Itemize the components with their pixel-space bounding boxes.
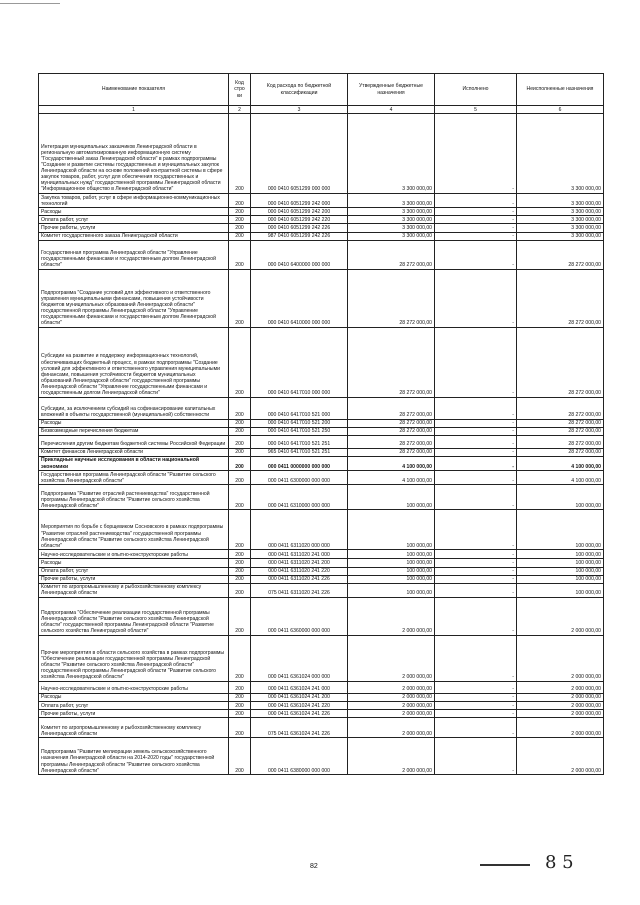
row-name-cell: Прочие работы, услуги: [39, 575, 229, 583]
row-executed-cell: -: [435, 583, 517, 597]
row-name-cell: Подпрограмма "Развитие отраслей растениеводства" государственной программы Ленинградской области "Развитие сельского хозяйства Ленинградской области": [39, 485, 229, 510]
row-code-cell: 200: [229, 208, 251, 216]
row-approved-cell: 28 272 000,00: [348, 435, 435, 448]
row-approved-cell: 2 000 000,00: [348, 635, 435, 681]
row-unexecuted-cell: 3 300 000,00: [517, 224, 604, 232]
row-code-cell: 200: [229, 718, 251, 738]
row-approved-cell: 100 000,00: [348, 583, 435, 597]
row-approved-cell: 100 000,00: [348, 575, 435, 583]
col-number: 5: [435, 106, 517, 114]
row-name-cell: Оплата работ, услуг: [39, 702, 229, 710]
row-code-cell: 200: [229, 456, 251, 470]
row-name-cell: Закупка товаров, работ, услуг в сфере информационно-коммуникационных технологий: [39, 194, 229, 208]
row-code-cell: 200: [229, 485, 251, 510]
table-row: [39, 397, 604, 419]
row-kbk-cell: 000 0410 6417010 521 251: [251, 435, 348, 448]
table-row: [39, 114, 604, 194]
row-kbk-cell: 000 0411 6361024 241 200: [251, 693, 348, 701]
row-unexecuted-cell: 4 100 000,00: [517, 456, 604, 470]
row-name-cell: Перечисления другим бюджетам бюджетной системы Российской Федерации: [39, 435, 229, 448]
row-executed-cell: -: [435, 702, 517, 710]
row-executed-cell: -: [435, 510, 517, 550]
row-name-cell: Подпрограмма "Создание условий для эффективного и ответственного управления муниципальными финансами, повышения устойчивости бюджетов муниципальных образований Ленинградской области" государственной программы Ленинградской области "Управление государственными финансами и государственным долгом Ленинградской области": [39, 269, 229, 327]
row-approved-cell: 28 272 000,00: [348, 419, 435, 427]
row-code-cell: 200: [229, 114, 251, 194]
table-row: [39, 550, 604, 559]
row-name-cell: Безвозмездные перечисления бюджетам: [39, 427, 229, 435]
row-unexecuted-cell: 2 000 000,00: [517, 681, 604, 693]
row-code-cell: 200: [229, 575, 251, 583]
row-approved-cell: 28 272 000,00: [348, 427, 435, 435]
stamp-dash: [480, 864, 530, 866]
budget-execution-table: [38, 73, 604, 775]
row-approved-cell: 3 300 000,00: [348, 114, 435, 194]
row-approved-cell: 100 000,00: [348, 510, 435, 550]
row-kbk-cell: 965 0410 6417010 521 251: [251, 448, 348, 456]
column-number-row: [39, 106, 604, 114]
row-executed-cell: -: [435, 114, 517, 194]
row-unexecuted-cell: 3 300 000,00: [517, 216, 604, 224]
col-number: 6: [517, 106, 604, 114]
row-name-cell: Расходы: [39, 693, 229, 701]
table-row: [39, 681, 604, 693]
row-kbk-cell: 000 0411 6361024 000 000: [251, 635, 348, 681]
row-unexecuted-cell: 28 272 000,00: [517, 419, 604, 427]
row-kbk-cell: 000 0411 6311020 000 000: [251, 510, 348, 550]
row-approved-cell: 100 000,00: [348, 567, 435, 575]
row-kbk-cell: 075 0411 6361024 241 226: [251, 718, 348, 738]
row-unexecuted-cell: 28 272 000,00: [517, 269, 604, 327]
row-name-cell: Подпрограмма "Развитие мелиорации земель сельскохозяйственного назначения Ленинградской области на 2014-2020 годы" государственной программы Ленинградской области "Развитие сельского хозяйства Ленинградской области": [39, 738, 229, 775]
row-executed-cell: -: [435, 435, 517, 448]
row-code-cell: 200: [229, 681, 251, 693]
col-number: 4: [348, 106, 435, 114]
table-row: [39, 583, 604, 597]
row-executed-cell: -: [435, 559, 517, 567]
row-unexecuted-cell: 2 000 000,00: [517, 597, 604, 635]
row-unexecuted-cell: 2 000 000,00: [517, 718, 604, 738]
row-code-cell: 200: [229, 269, 251, 327]
row-executed-cell: -: [435, 693, 517, 701]
table-row: [39, 240, 604, 269]
table-row: [39, 435, 604, 448]
row-code-cell: 200: [229, 194, 251, 208]
row-executed-cell: -: [435, 575, 517, 583]
table-row: [39, 208, 604, 216]
table-row: [39, 269, 604, 327]
table-row: [39, 710, 604, 718]
header-executed: Исполнено: [435, 74, 517, 106]
table-row: [39, 738, 604, 775]
table-row: [39, 635, 604, 681]
table-row: [39, 575, 604, 583]
row-kbk-cell: 000 0410 6400000 000 000: [251, 240, 348, 269]
row-approved-cell: 4 100 000,00: [348, 456, 435, 470]
row-name-cell: Расходы: [39, 419, 229, 427]
row-executed-cell: -: [435, 327, 517, 397]
row-unexecuted-cell: 28 272 000,00: [517, 240, 604, 269]
row-unexecuted-cell: 4 100 000,00: [517, 471, 604, 485]
row-name-cell: Оплата работ, услуг: [39, 216, 229, 224]
row-executed-cell: -: [435, 269, 517, 327]
row-name-cell: Прочие работы, услуги: [39, 710, 229, 718]
page-number: 82: [310, 863, 318, 870]
table-row: [39, 419, 604, 427]
row-unexecuted-cell: 2 000 000,00: [517, 635, 604, 681]
row-unexecuted-cell: 28 272 000,00: [517, 435, 604, 448]
row-unexecuted-cell: 100 000,00: [517, 567, 604, 575]
row-code-cell: 200: [229, 471, 251, 485]
row-name-cell: Комитет по агропромышленному и рыбохозяйственному комплексу Ленинградской области: [39, 583, 229, 597]
header-unexecuted: Неисполненные назначения: [517, 74, 604, 106]
row-executed-cell: -: [435, 738, 517, 775]
row-kbk-cell: 000 0411 6361024 241 220: [251, 702, 348, 710]
row-code-cell: 200: [229, 550, 251, 559]
row-approved-cell: 3 300 000,00: [348, 232, 435, 240]
scan-artifact-line: [0, 3, 60, 4]
row-name-cell: Прочие работы, услуги: [39, 224, 229, 232]
row-approved-cell: 2 000 000,00: [348, 710, 435, 718]
row-name-cell: Государственная программа Ленинградской области "Развитие сельского хозяйства Ленинградской области": [39, 471, 229, 485]
row-approved-cell: 3 300 000,00: [348, 208, 435, 216]
row-approved-cell: 28 272 000,00: [348, 448, 435, 456]
row-code-cell: 200: [229, 738, 251, 775]
row-kbk-cell: 000 0410 6410000 000 000: [251, 269, 348, 327]
row-name-cell: Научно-исследовательские и опытно-конструкторские работы: [39, 681, 229, 693]
row-executed-cell: -: [435, 232, 517, 240]
row-name-cell: Комитет по агропромышленному и рыбохозяйственному комплексу Ленинградской области: [39, 718, 229, 738]
row-kbk-cell: 000 0410 6051299 000 000: [251, 114, 348, 194]
row-name-cell: Мероприятия по борьбе с борщевиком Сосновского в рамках подпрограммы "Развитие отраслей растениеводства" государственной программы Ленинградской области "Развитие сельского хозяйства Ленинградской области": [39, 510, 229, 550]
row-approved-cell: 3 300 000,00: [348, 216, 435, 224]
row-kbk-cell: 000 0411 6311020 241 000: [251, 550, 348, 559]
row-name-cell: Комитет государственного заказа Ленинградской области: [39, 232, 229, 240]
row-code-cell: 200: [229, 216, 251, 224]
row-executed-cell: -: [435, 208, 517, 216]
row-code-cell: 200: [229, 559, 251, 567]
row-approved-cell: 28 272 000,00: [348, 397, 435, 419]
row-unexecuted-cell: 3 300 000,00: [517, 194, 604, 208]
row-executed-cell: -: [435, 485, 517, 510]
table-row: [39, 327, 604, 397]
row-unexecuted-cell: 3 300 000,00: [517, 114, 604, 194]
row-name-cell: Оплата работ, услуг: [39, 567, 229, 575]
row-executed-cell: -: [435, 397, 517, 419]
row-kbk-cell: 000 0411 6361024 241 226: [251, 710, 348, 718]
row-approved-cell: 28 272 000,00: [348, 269, 435, 327]
row-unexecuted-cell: 2 000 000,00: [517, 693, 604, 701]
row-code-cell: 200: [229, 397, 251, 419]
row-code-cell: 200: [229, 427, 251, 435]
table-row: [39, 693, 604, 701]
table-row: [39, 232, 604, 240]
row-name-cell: Прочие мероприятия в области сельского хозяйства в рамках подпрограммы "Обеспечение реализации государственной программы Ленинградской области "Развитие сельского хозяйства Ленинградской области" государственной программы Ленинградской области "Развитие сельского хозяйства Ленинградской области": [39, 635, 229, 681]
row-unexecuted-cell: 3 300 000,00: [517, 232, 604, 240]
table-row: [39, 224, 604, 232]
row-executed-cell: -: [435, 681, 517, 693]
row-approved-cell: 3 300 000,00: [348, 224, 435, 232]
row-unexecuted-cell: 3 300 000,00: [517, 208, 604, 216]
row-kbk-cell: 000 0410 6417010 521 200: [251, 419, 348, 427]
row-unexecuted-cell: 2 000 000,00: [517, 738, 604, 775]
row-approved-cell: 2 000 000,00: [348, 702, 435, 710]
row-unexecuted-cell: 100 000,00: [517, 559, 604, 567]
table-row: [39, 485, 604, 510]
col-number: 1: [39, 106, 229, 114]
row-executed-cell: -: [435, 635, 517, 681]
row-approved-cell: 2 000 000,00: [348, 693, 435, 701]
row-approved-cell: 3 300 000,00: [348, 194, 435, 208]
header-name: Наименование показателя: [39, 74, 229, 106]
table-row: [39, 559, 604, 567]
row-approved-cell: 100 000,00: [348, 485, 435, 510]
row-executed-cell: -: [435, 216, 517, 224]
header-code: Код стро ки: [229, 74, 251, 106]
row-approved-cell: 2 000 000,00: [348, 718, 435, 738]
row-kbk-cell: 000 0411 6311020 241 226: [251, 575, 348, 583]
row-executed-cell: -: [435, 567, 517, 575]
row-name-cell: Расходы: [39, 208, 229, 216]
row-unexecuted-cell: 100 000,00: [517, 575, 604, 583]
row-approved-cell: 100 000,00: [348, 559, 435, 567]
row-code-cell: 200: [229, 702, 251, 710]
row-kbk-cell: 000 0411 6380000 000 000: [251, 738, 348, 775]
row-executed-cell: -: [435, 194, 517, 208]
header-approved: Утвержденные бюджетные назначения: [348, 74, 435, 106]
table-row: [39, 718, 604, 738]
row-kbk-cell: 000 0411 6311020 241 200: [251, 559, 348, 567]
table-row: [39, 194, 604, 208]
row-name-cell: Комитет финансов Ленинградской области: [39, 448, 229, 456]
row-code-cell: 200: [229, 710, 251, 718]
row-kbk-cell: 987 0410 6051299 242 226: [251, 232, 348, 240]
row-code-cell: 200: [229, 597, 251, 635]
row-code-cell: 200: [229, 327, 251, 397]
row-unexecuted-cell: 100 000,00: [517, 550, 604, 559]
row-kbk-cell: 075 0411 6311020 241 226: [251, 583, 348, 597]
row-kbk-cell: 000 0411 6360000 000 000: [251, 597, 348, 635]
row-code-cell: 200: [229, 435, 251, 448]
row-name-cell: Интеграция муниципальных заказчиков Ленинградской области в региональную автоматизированную информационную систему "Государственный заказ Ленинградской области" в рамках подпрограммы "Создание и развитие системы государственных и муниципальных закупок Ленинградской области на основе положений контрактной системы в сфере закупок товаров, работ, услуг для обеспечения государственных и муниципальных нужд" государственной программы Ленинградской области "Информационное общество в Ленинградской области": [39, 114, 229, 194]
col-number: 2: [229, 106, 251, 114]
table-row: [39, 216, 604, 224]
row-kbk-cell: 000 0410 6051299 242 220: [251, 216, 348, 224]
row-kbk-cell: 000 0410 6417010 000 000: [251, 327, 348, 397]
stamp-number: 8 5: [545, 852, 574, 873]
row-code-cell: 200: [229, 240, 251, 269]
row-code-cell: 200: [229, 583, 251, 597]
row-approved-cell: 2 000 000,00: [348, 681, 435, 693]
row-approved-cell: 28 272 000,00: [348, 327, 435, 397]
row-executed-cell: -: [435, 419, 517, 427]
row-kbk-cell: 000 0411 6361024 241 000: [251, 681, 348, 693]
row-unexecuted-cell: 2 000 000,00: [517, 710, 604, 718]
row-unexecuted-cell: 100 000,00: [517, 510, 604, 550]
row-code-cell: 200: [229, 224, 251, 232]
row-name-cell: Расходы: [39, 559, 229, 567]
table-row: [39, 510, 604, 550]
row-executed-cell: -: [435, 718, 517, 738]
row-approved-cell: 4 100 000,00: [348, 471, 435, 485]
row-executed-cell: -: [435, 456, 517, 470]
row-executed-cell: -: [435, 550, 517, 559]
row-executed-cell: -: [435, 224, 517, 232]
row-unexecuted-cell: 100 000,00: [517, 583, 604, 597]
header-kbk: Код расхода по бюджетной классификации: [251, 74, 348, 106]
row-kbk-cell: 000 0410 6051299 242 200: [251, 208, 348, 216]
row-code-cell: 200: [229, 635, 251, 681]
row-code-cell: 200: [229, 232, 251, 240]
row-unexecuted-cell: 28 272 000,00: [517, 327, 604, 397]
col-number: 3: [251, 106, 348, 114]
row-code-cell: 200: [229, 693, 251, 701]
row-approved-cell: 2 000 000,00: [348, 597, 435, 635]
table-row: [39, 567, 604, 575]
table-row: [39, 456, 604, 470]
row-kbk-cell: 000 0411 0000000 000 000: [251, 456, 348, 470]
table-header-row: [39, 74, 604, 106]
row-kbk-cell: 000 0410 6417010 521 250: [251, 427, 348, 435]
row-executed-cell: -: [435, 710, 517, 718]
row-unexecuted-cell: 28 272 000,00: [517, 397, 604, 419]
row-name-cell: Прикладные научные исследования в области национальной экономики: [39, 456, 229, 470]
row-code-cell: 200: [229, 448, 251, 456]
row-kbk-cell: 000 0410 6051299 242 000: [251, 194, 348, 208]
row-code-cell: 200: [229, 419, 251, 427]
row-executed-cell: -: [435, 448, 517, 456]
row-code-cell: 200: [229, 567, 251, 575]
row-kbk-cell: 000 0410 6417010 521 000: [251, 397, 348, 419]
table-row: [39, 702, 604, 710]
row-executed-cell: -: [435, 597, 517, 635]
row-executed-cell: -: [435, 427, 517, 435]
row-unexecuted-cell: 28 272 000,00: [517, 427, 604, 435]
row-name-cell: Государственная программа Ленинградской области "Управление государственными финансами и государственным долгом Ленинградской области": [39, 240, 229, 269]
row-code-cell: 200: [229, 510, 251, 550]
row-approved-cell: 2 000 000,00: [348, 738, 435, 775]
row-unexecuted-cell: 2 000 000,00: [517, 702, 604, 710]
table-row: [39, 471, 604, 485]
row-name-cell: Научно-исследовательские и опытно-конструкторские работы: [39, 550, 229, 559]
row-unexecuted-cell: 28 272 000,00: [517, 448, 604, 456]
row-approved-cell: 28 272 000,00: [348, 240, 435, 269]
row-name-cell: Субсидии, за исключением субсидий на софинансирование капитальных вложений в объекты государственной (муниципальной) собственности: [39, 397, 229, 419]
table-body: [39, 114, 604, 775]
row-approved-cell: 100 000,00: [348, 550, 435, 559]
table-row: [39, 597, 604, 635]
row-kbk-cell: 000 0411 6310000 000 000: [251, 485, 348, 510]
row-unexecuted-cell: 100 000,00: [517, 485, 604, 510]
row-executed-cell: -: [435, 471, 517, 485]
row-name-cell: Подпрограмма "Обеспечение реализации государственной программы Ленинградской области "Развитие сельского хозяйства Ленинградской области" государственной программы Ленинградской области "Развитие сельского хозяйства Ленинградской области": [39, 597, 229, 635]
row-kbk-cell: 000 0410 6051299 242 226: [251, 224, 348, 232]
row-name-cell: Субсидии на развитие и поддержку информационных технологий, обеспечивающих бюджетный процесс, в рамках подпрограммы "Создание условий для эффективного и ответственного управления муниципальными финансами, повышения устойчивости бюджетов муниципальных образований Ленинградской области" государственной программы Ленинградской области "Управление государственными финансами и государственным долгом Ленинградской области": [39, 327, 229, 397]
row-executed-cell: -: [435, 240, 517, 269]
row-kbk-cell: 000 0411 6300000 000 000: [251, 471, 348, 485]
table-row: [39, 427, 604, 435]
row-kbk-cell: 000 0411 6311020 241 220: [251, 567, 348, 575]
table-row: [39, 448, 604, 456]
